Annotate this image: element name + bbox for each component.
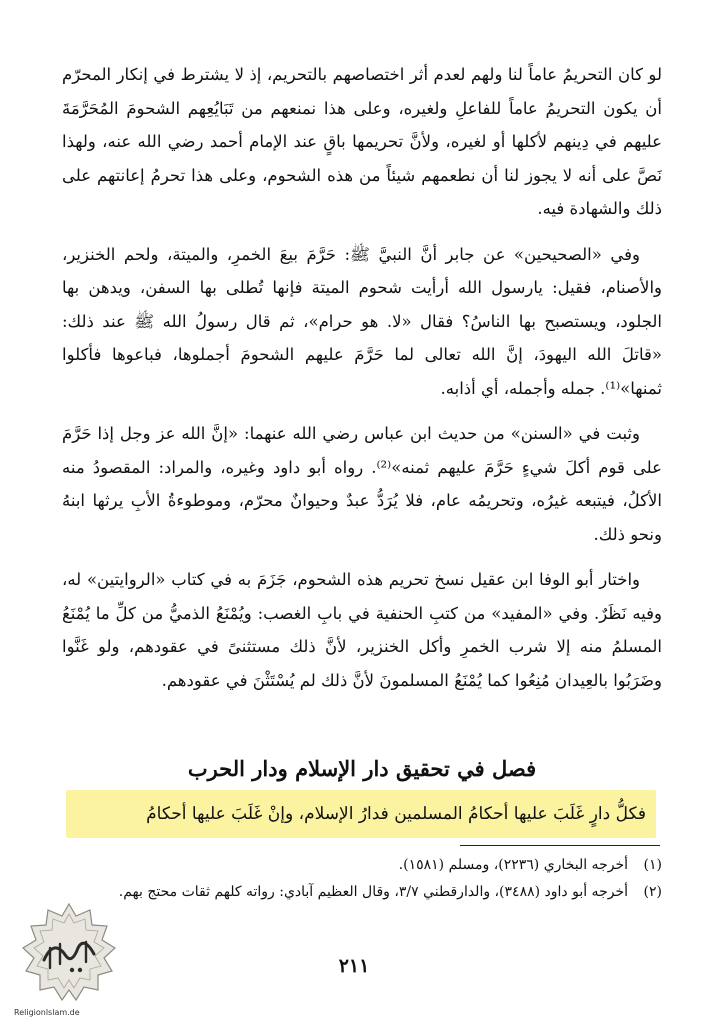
footnote-number: (٢) — [643, 884, 662, 900]
footnote-divider — [460, 845, 660, 846]
main-text — [62, 58, 662, 709]
paragraph-2: وفي «الصحيحين» عن جابر أنَّ النبيَّ ﷺ: حَرَّمَ بيعَ الخمرِ، والميتة، ولحم الخنزير، والأصنام، فقيل: يارسول الله أرأيت شحوم الميتة فإنها تُطلى بها السفن، ويدهن بها الجلود، ويستصبح بها الناسُ؟ فقال «لا. هو حرام»، ثم قال رسولُ الله ﷺ عند ذلك: «قاتلَ الله اليهودَ، إنَّ الله تعالى لما حَرَّمَ عليهم الشحومَ أجملوها، فباعوها فأكلوا ثمنها»⁽¹⁾. جمله وأجمله، أي أذابه. — [62, 244, 662, 398]
paragraph-1: لو كان التحريمُ عاماً لنا ولهم لعدم أثر اختصاصهم بالتحريم، إذ لا يشترط في إنكار المحرّم أن يكون التحريمُ عاماً للفاعلِ ولغيره، وعلى هذا نمنعهم من تَبَايُعِهم الشحومَ المُحَرَّمَةَ عليهم في دِينهم لأكلها أو لغيره، ولأنَّ تحريمها باقٍ عند الإمام أحمد رضي الله عنه، ولهذا نَصَّ على أنه لا يجوز لنا أن نطعمهم شيئاً من هذه الشحوم، وعلى هذا تحرمُ إعانتهم على ذلك والشهادة فيه. — [62, 65, 662, 218]
page-number: ٢١١ — [338, 955, 370, 977]
section-heading: فصل في تحقيق دار الإسلام ودار الحرب — [187, 756, 537, 781]
footnotes — [62, 852, 662, 906]
footnote-1 — [62, 852, 662, 879]
footnote-text: أخرجه أبو داود (٣٤٨٨)، والدارقطني ٣/٧، وقال العظيم آبادي: رواته كلهم ثقات محتج بهم. — [118, 884, 628, 900]
footnote-2 — [62, 879, 662, 906]
footnote-text: أخرجه البخاري (٢٢٣٦)، ومسلم (١٥٨١). — [398, 857, 628, 873]
source-watermark: Religionlslam.de — [14, 1008, 80, 1017]
highlighted-line: فكلُّ دارٍ غَلَبَ عليها أحكامُ المسلمين فدارُ الإسلام، وإنْ غَلَبَ عليها أحكامُ — [66, 790, 656, 838]
library-stamp-icon — [14, 898, 124, 1008]
paragraph-4: واختار أبو الوفا ابن عقيل نسخ تحريم هذه الشحوم، جَزَمَ به في كتاب «الروايتين» له، وفيه نَظَرٌ. وفي «المفيد» من كتبِ الحنفية في بابِ الغصب: ويُمْنَعُ الذميُّ من كلِّ ما يُمْنَعُ المسلمُ منه إلا شرب الخمرِ وأكل الخنزير، لأنَّ ذلك مستثنىً في عقودهم، ولو غَنَّوا وضَرَبُوا بالعِيدان مُنِعُوا كما يُمْنَعُ المسلمونَ لأنَّ ذلك لم يُسْتَثْنَ في عقودهم. — [62, 570, 662, 690]
paragraph-3: وثبت في «السنن» من حديث ابن عباس رضي الله عنهما: «إنَّ الله عز وجل إذا حَرَّمَ على قوم أكلَ شيءٍ حَرَّمَ عليهم ثمنه»⁽²⁾. رواه أبو داود وغيره، والمراد: المقصودُ منه الأكلُ، فيتبعه غيرُه، وتحريمُه عام، فلا يُرَدُّ عبدٌ وحيوانٌ محرّم، وموطوءةُ الأبِ يرثها ابنهُ ونحو ذلك. — [62, 424, 662, 544]
footnote-number: (١) — [643, 857, 662, 873]
